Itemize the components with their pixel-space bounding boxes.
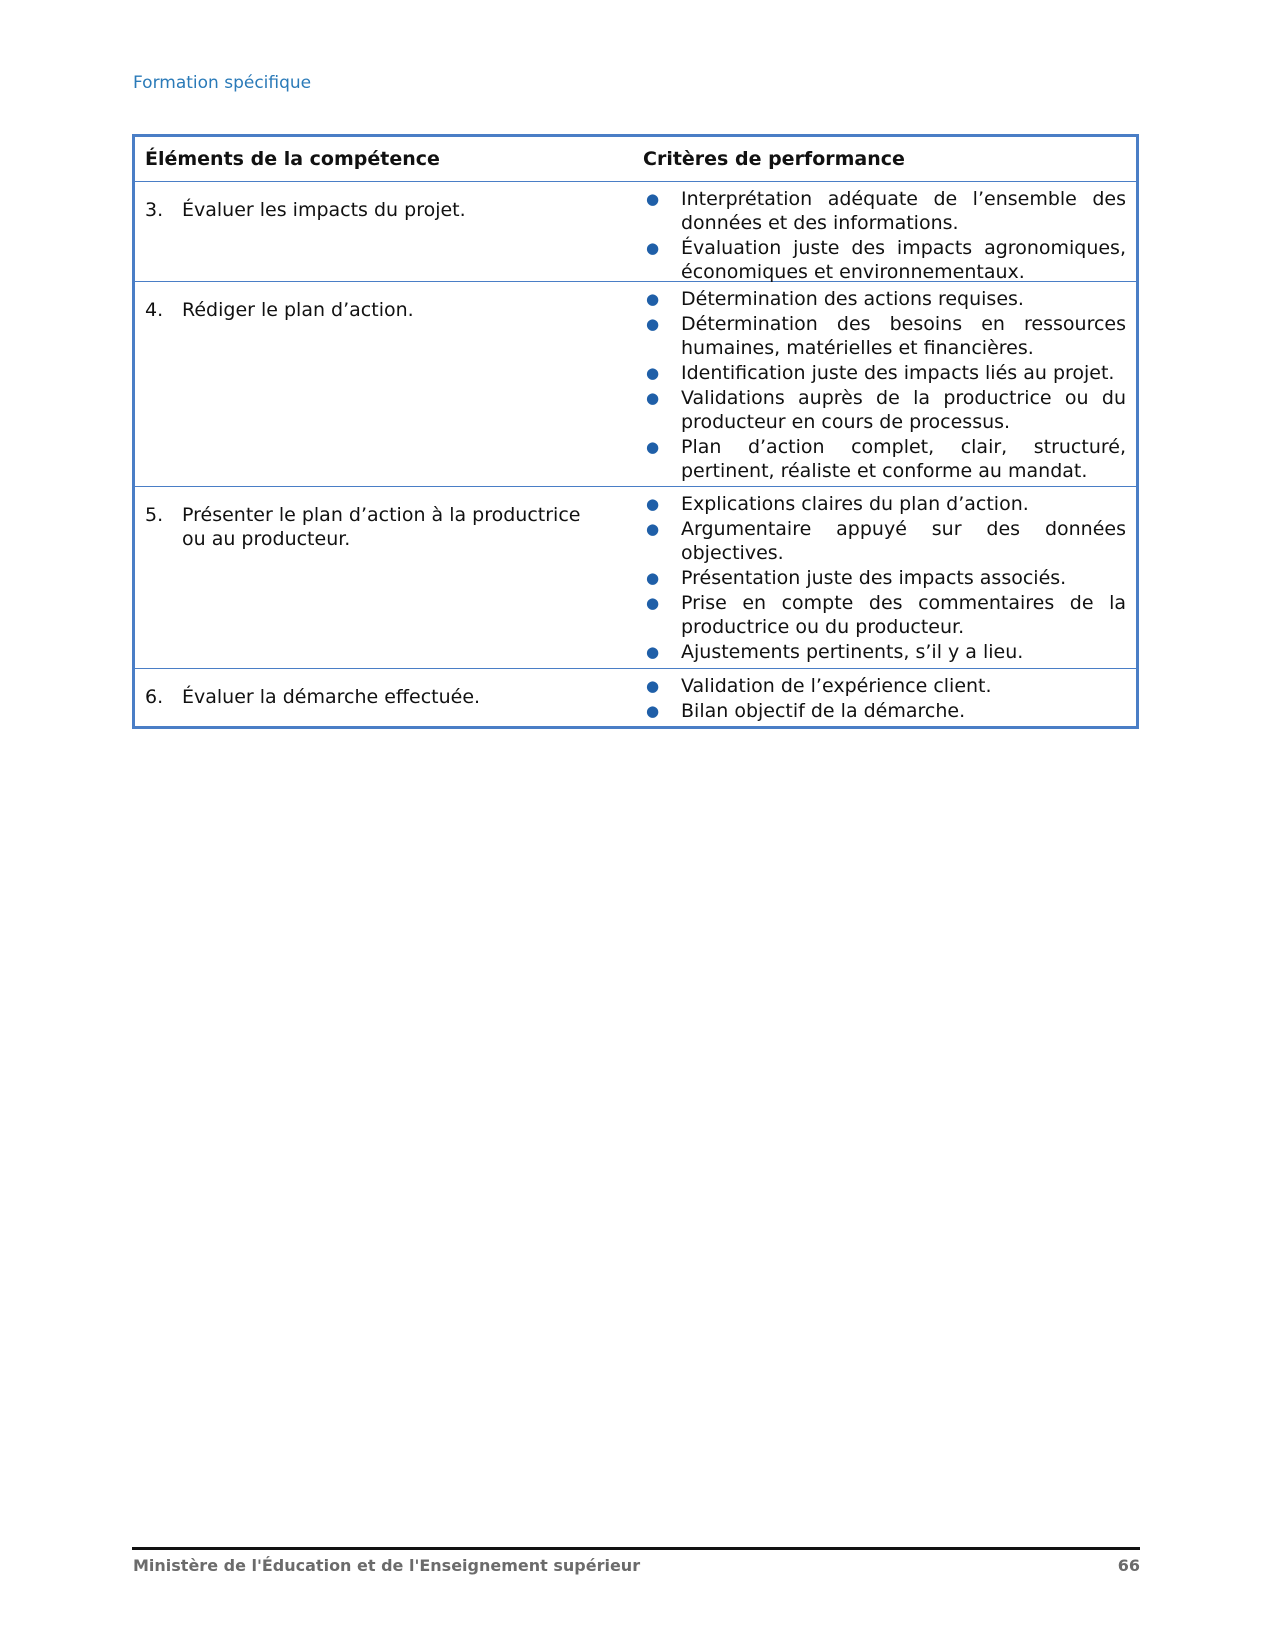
criteria-item <box>644 517 1126 565</box>
table-row <box>135 669 1136 726</box>
bullet-icon: ● <box>646 520 660 538</box>
bullet-icon: ● <box>646 495 660 513</box>
criteria-list <box>644 492 1126 664</box>
criteria-cell <box>635 487 1136 668</box>
column-header-elements: Éléments de la compétence <box>145 148 440 170</box>
element-number: 5. <box>145 504 164 526</box>
element-cell <box>135 282 635 486</box>
competency-table <box>132 134 1139 729</box>
element-cell <box>135 487 635 668</box>
criteria-item <box>644 591 1126 639</box>
bullet-icon: ● <box>646 438 660 456</box>
bullet-icon: ● <box>646 643 660 661</box>
criteria-item <box>644 492 1126 516</box>
criteria-text: Bilan objectif de la démarche. <box>681 700 966 722</box>
bullet-icon: ● <box>646 594 660 612</box>
bullet-icon: ● <box>646 389 660 407</box>
criteria-text: Détermination des besoins en ressources humaines, matérielles et financières. <box>681 313 1126 359</box>
criteria-item <box>644 386 1126 434</box>
criteria-text: Validations auprès de la productrice ou du producteur en cours de processus. <box>681 387 1126 433</box>
criteria-text: Argumentaire appuyé sur des données objectives. <box>681 518 1126 564</box>
column-header-criteria: Critères de performance <box>643 148 905 170</box>
criteria-item <box>644 640 1126 664</box>
bullet-icon: ● <box>646 677 660 695</box>
criteria-text: Validation de l’expérience client. <box>681 675 992 697</box>
element-cell <box>135 669 635 726</box>
criteria-list <box>644 287 1126 483</box>
element-text: Évaluer la démarche effectuée. <box>182 686 481 708</box>
criteria-item <box>644 435 1126 483</box>
element-number: 4. <box>145 299 164 321</box>
element-number: 6. <box>145 686 164 708</box>
page-number: 66 <box>1117 1556 1140 1575</box>
bullet-icon: ● <box>646 364 660 382</box>
criteria-item <box>644 699 1126 723</box>
criteria-text: Détermination des actions requises. <box>681 288 1024 310</box>
table-row <box>135 182 1136 282</box>
criteria-item <box>644 566 1126 590</box>
criteria-item <box>644 674 1126 698</box>
criteria-list <box>644 187 1126 284</box>
criteria-cell <box>635 282 1136 486</box>
element-number: 3. <box>145 199 164 221</box>
criteria-item <box>644 312 1126 360</box>
criteria-text: Évaluation juste des impacts agronomiques, économiques et environnementaux. <box>681 237 1126 283</box>
table-header-row <box>135 137 1136 182</box>
bullet-icon: ● <box>646 702 660 720</box>
criteria-text: Ajustements pertinents, s’il y a lieu. <box>681 641 1024 663</box>
bullet-icon: ● <box>646 290 660 308</box>
criteria-list <box>644 674 1126 723</box>
criteria-item <box>644 236 1126 284</box>
criteria-text: Plan d’action complet, clair, structuré, pertinent, réaliste et conforme au mandat. <box>681 436 1126 482</box>
criteria-item <box>644 287 1126 311</box>
bullet-icon: ● <box>646 569 660 587</box>
running-header: Formation spécifique <box>133 73 312 93</box>
element-text: Présenter le plan d’action à la productrice ou au producteur. <box>182 504 581 550</box>
criteria-item <box>644 187 1126 235</box>
table-row <box>135 487 1136 669</box>
element-cell <box>135 182 635 281</box>
bullet-icon: ● <box>646 190 660 208</box>
criteria-text: Explications claires du plan d’action. <box>681 493 1029 515</box>
criteria-text: Présentation juste des impacts associés. <box>681 567 1067 589</box>
footer-ministry: Ministère de l'Éducation et de l'Enseignement supérieur <box>133 1556 641 1575</box>
element-text: Évaluer les impacts du projet. <box>182 199 466 221</box>
criteria-text: Prise en compte des commentaires de la productrice ou du producteur. <box>681 592 1126 638</box>
table-row <box>135 282 1136 487</box>
footer-rule <box>132 1547 1140 1550</box>
criteria-cell <box>635 669 1136 726</box>
bullet-icon: ● <box>646 315 660 333</box>
element-text: Rédiger le plan d’action. <box>182 299 414 321</box>
bullet-icon: ● <box>646 239 660 257</box>
criteria-item <box>644 361 1126 385</box>
criteria-text: Interprétation adéquate de l’ensemble des données et des informations. <box>681 188 1126 234</box>
criteria-text: Identification juste des impacts liés au projet. <box>681 362 1115 384</box>
criteria-cell <box>635 182 1136 281</box>
